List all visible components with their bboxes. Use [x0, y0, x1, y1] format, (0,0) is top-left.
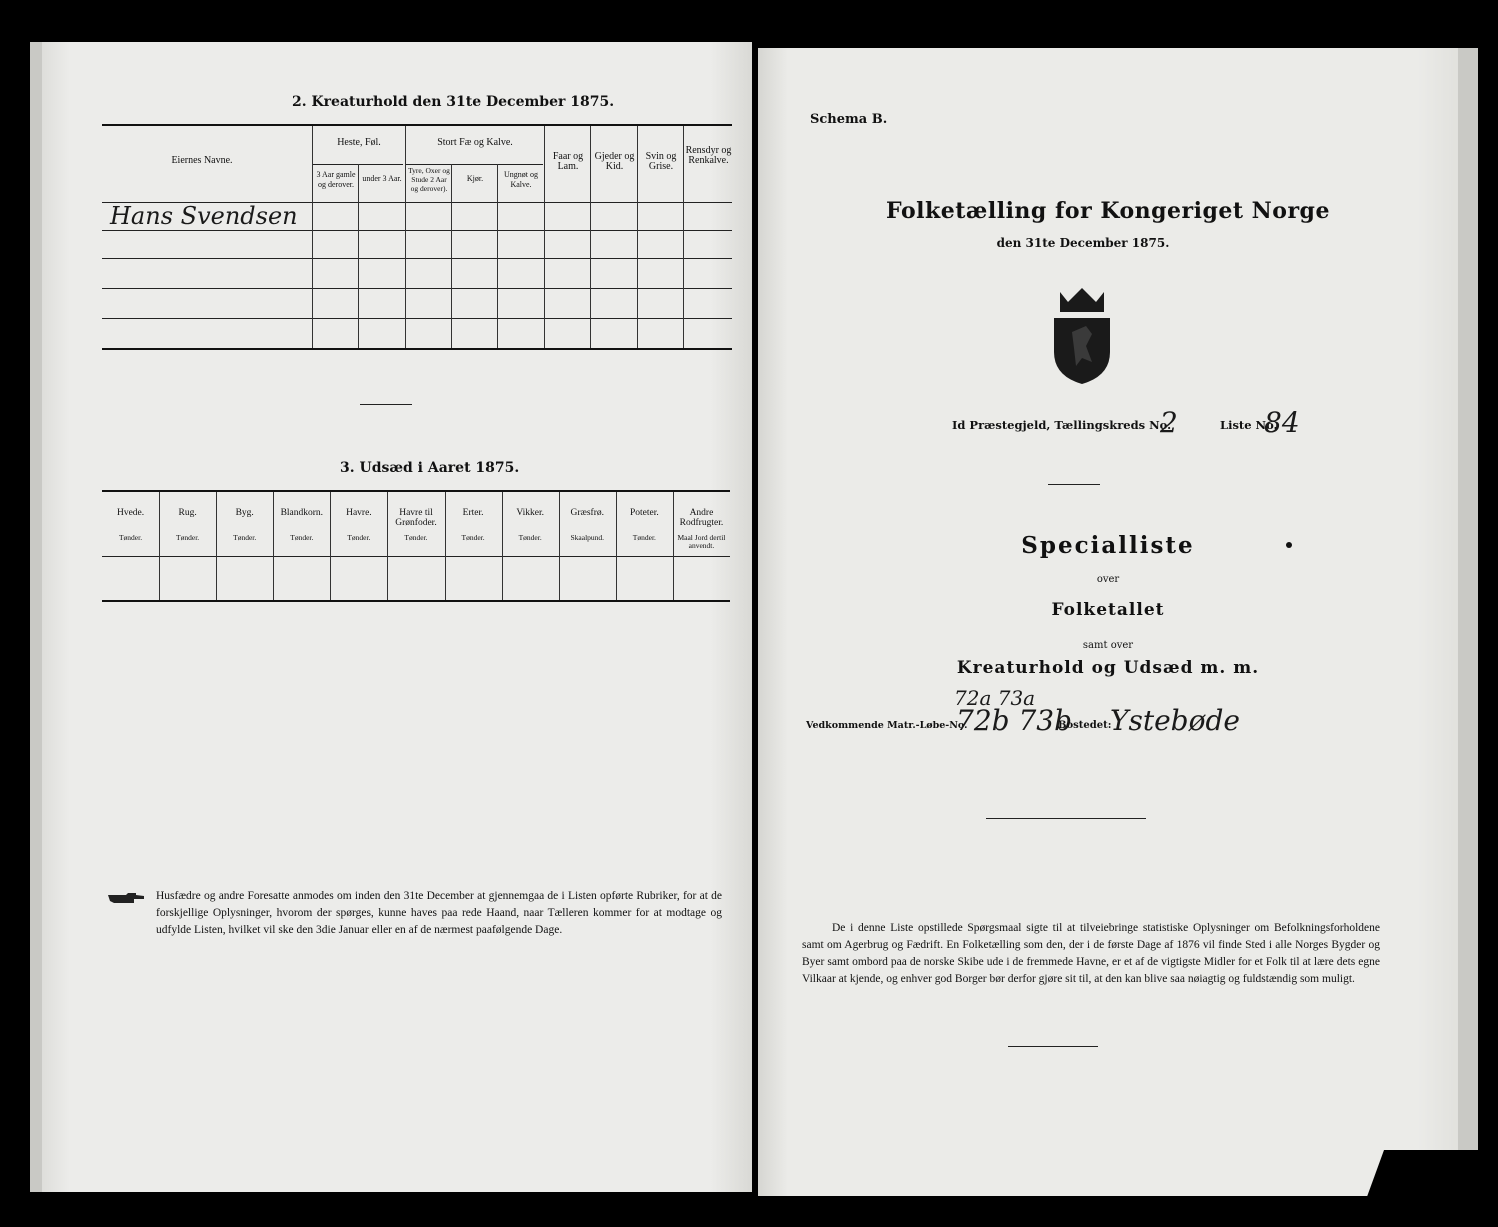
stort-sub2: Kjør. [466, 174, 484, 183]
crop-top-rule [102, 490, 730, 492]
dot-mark [1286, 542, 1292, 548]
col-divider [683, 126, 684, 348]
crop-col-unit: Tønder. [518, 533, 542, 542]
left-page [30, 42, 752, 1192]
kreatur-label: Kreaturhold og Udsæd m. m. [956, 658, 1260, 678]
separator [986, 818, 1146, 819]
table-bottom-rule [102, 348, 732, 350]
owner-name-handwritten: Hans Svendsen [110, 202, 298, 230]
col-divider [637, 126, 638, 348]
crop-bottom-rule [102, 600, 730, 602]
notice-text: Husfædre og andre Foresatte anmodes om inden den 31te December at gjennemgaa de i Listen opførte Rubriker, for at de forskjellige Oplysninger, hvorom der spørges, kunne haves paa rede Haand, naar Tælleren kommer for at modtage og udfylde Listen, hvilket vil ske den 3die Januar eller en af de nærmest paafølgende Dage. [156, 890, 722, 936]
bosted-label: Bostedet: [1058, 720, 1112, 731]
rensdyr-header: Rensdyr og Renkalve. [685, 145, 732, 166]
explanatory-paragraph: De i denne Liste opstillede Spørgsmaal sigte til at tilveiebringe statistiske Oplysninger om Befolkningsforholdene samt om Agerbrug og Fædrift. En Folketælling som den, der i de første Dage af 1876 vil finde Sted i alle Norges Bygder og Byer samt ombord paa de norske Skibe ude i de fremmede Havne, er et af de vigtigste Midler for et Folk til at lære dets egne Vilkaar at kjende, og enhver god Borger bør derfor gjøre sit til, at den kan blive saa nøiagtig og fuldstændig som muligt. [802, 922, 1380, 985]
crop-col-name: Erter. [462, 508, 484, 518]
over-label: over [1096, 574, 1120, 585]
crop-col-unit: Tønder. [233, 533, 257, 542]
pointing-hand-icon [106, 890, 146, 904]
owner-col-header: Eiernes Navne. [171, 155, 233, 166]
matr-value-handwritten: 72b 73b [956, 704, 1073, 737]
schema-label: Schema B. [810, 112, 888, 127]
crop-col-unit: Tønder. [118, 533, 143, 542]
col-divider [312, 126, 313, 348]
heste-sub2: under 3 Aar. [362, 174, 402, 183]
heste-sub1: 3 Aar gamle og derover. [316, 170, 356, 189]
crop-col-name: Blandkorn. [280, 508, 324, 518]
crop-col-name: Andre Rodfrugter. [679, 508, 724, 528]
stort-header: Stort Fæ og Kalve. [437, 137, 513, 148]
crop-col-unit: Tønder. [347, 533, 371, 542]
crop-col-unit: Maal Jord dertil anvendt. [677, 533, 726, 550]
liste-number: 84 [1264, 406, 1300, 439]
folketallet-label: Folketallet [1051, 600, 1165, 620]
separator [1008, 1046, 1098, 1047]
samt-over-label: samt over [1082, 640, 1134, 651]
crop-header-rule [102, 556, 730, 557]
matr-upper-handwritten: 72a 73a [954, 686, 1036, 710]
crop-col-unit: Tønder. [404, 533, 428, 542]
section3-title: 3. Udsæd i Aaret 1875. [340, 460, 520, 476]
crop-col-name: Poteter. [629, 508, 659, 518]
coat-of-arms-icon [1046, 286, 1118, 386]
kreds-number: 2 [1160, 406, 1178, 439]
crop-col-name: Havre til Grønfoder. [395, 508, 437, 528]
col-divider [358, 164, 359, 348]
separator [1048, 484, 1100, 485]
right-page [758, 48, 1478, 1196]
parish-label: Id Præstegjeld, Tællingskreds No. [952, 418, 1172, 432]
matr-label: Vedkommende Matr.-Løbe-No. [806, 720, 968, 731]
col-divider [590, 126, 591, 348]
crop-col-unit: Tønder. [176, 533, 200, 542]
col-divider [497, 164, 498, 348]
col-divider [544, 126, 545, 348]
svin-header: Svin og Grise. [645, 151, 677, 172]
crop-col-name: Byg. [235, 508, 254, 518]
gjeder-header: Gjeder og Kid. [594, 151, 635, 172]
section2-title: 2. Kreaturhold den 31te December 1875. [292, 94, 615, 110]
crop-col-name: Græsfrø. [570, 508, 605, 518]
separator [360, 404, 412, 405]
faar-header: Faar og Lam. [552, 151, 584, 172]
crop-col-unit: Tønder. [461, 533, 485, 542]
crop-col-unit: Tønder. [290, 533, 314, 542]
page-edge [30, 42, 42, 1192]
title-date: den 31te December 1875. [996, 236, 1170, 250]
heste-header: Heste, Føl. [337, 137, 381, 148]
bosted-value-handwritten: Ystebøde [1110, 704, 1240, 737]
crop-col-name: Vikker. [516, 508, 544, 518]
col-divider [405, 126, 406, 348]
crop-col-name: Rug. [178, 508, 197, 518]
stort-sub1: Tyre, Oxer og Stude 2 Aar og derover). [408, 166, 450, 193]
crop-col-name: Hvede. [116, 508, 145, 518]
crop-col-unit: Skaalpund. [570, 533, 605, 542]
stort-sub3: Ungnøt og Kalve. [504, 170, 538, 189]
stort-sub-rule [406, 164, 543, 165]
main-title: Folketælling for Kongeriget Norge [886, 198, 1330, 224]
page-edge [1458, 48, 1478, 1196]
col-divider [451, 164, 452, 348]
specialliste-title: Specialliste [1021, 532, 1195, 559]
crop-col-unit: Tønder. [632, 533, 656, 542]
crop-col-name: Havre. [346, 508, 372, 518]
liste-label: Liste No. [1220, 418, 1278, 432]
